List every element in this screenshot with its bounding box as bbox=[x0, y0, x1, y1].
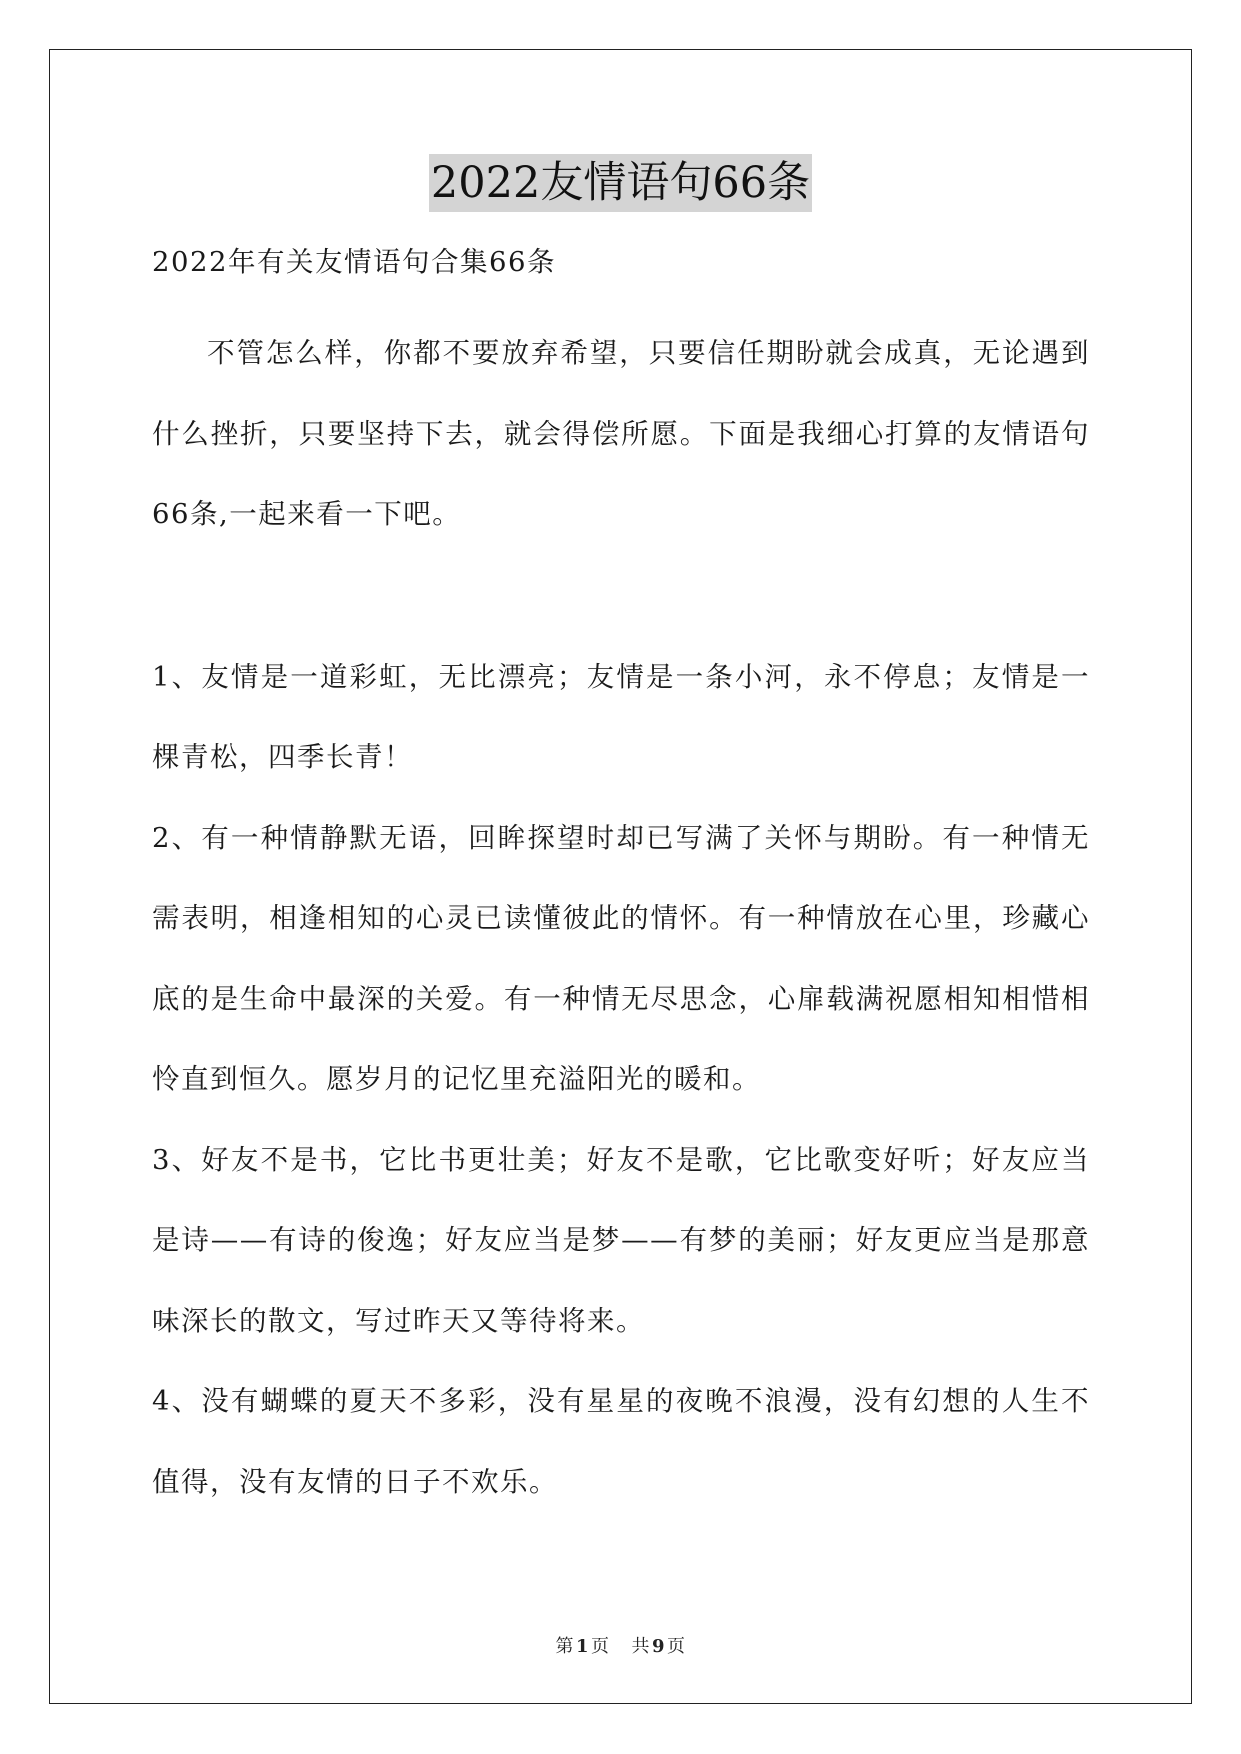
total-prefix: 共 bbox=[631, 1636, 650, 1657]
page-suffix: 页 bbox=[591, 1636, 610, 1657]
title-container bbox=[0, 154, 1241, 212]
document-body bbox=[152, 233, 1090, 1522]
document-subtitle: 2022年有关友情语句合集66条 bbox=[152, 246, 556, 278]
page-total: 9 bbox=[652, 1636, 666, 1657]
total-suffix: 页 bbox=[667, 1636, 686, 1657]
document-title: 2022友情语句66条 bbox=[429, 154, 812, 212]
list-item: 1、友情是一道彩虹，无比漂亮；友情是一条小河，永不停息；友情是一棵青松，四季长青！ bbox=[152, 660, 1090, 773]
blank-line bbox=[152, 555, 1090, 637]
list-item: 2、有一种情静默无语，回眸探望时却已写满了关怀与期盼。有一种情无需表明，相逢相知的心灵已读懂彼此的情怀。有一种情放在心里，珍藏心底的是生命中最深的关爱。有一种情无尽思念，心扉载满祝愿相知相惜相怜直到恒久。愿岁月的记忆里充溢阳光的暖和。 bbox=[152, 821, 1090, 1095]
page-current: 1 bbox=[575, 1636, 589, 1657]
page-prefix: 第 bbox=[555, 1636, 574, 1657]
intro-paragraph: 不管怎么样，你都不要放弃希望，只要信任期盼就会成真，无论遇到什么挫折，只要坚持下去，就会得偿所愿。下面是我细心打算的友情语句66条,一起来看一下吧。 bbox=[152, 337, 1090, 530]
page-footer bbox=[0, 1632, 1241, 1658]
list-item: 4、没有蝴蝶的夏天不多彩，没有星星的夜晚不浪漫，没有幻想的人生不值得，没有友情的日子不欢乐。 bbox=[152, 1385, 1090, 1498]
list-item: 3、好友不是书，它比书更壮美；好友不是歌，它比歌变好听；好友应当是诗——有诗的俊逸；好友应当是梦——有梦的美丽；好友更应当是那意味深长的散文，写过昨天又等待将来。 bbox=[152, 1143, 1090, 1337]
